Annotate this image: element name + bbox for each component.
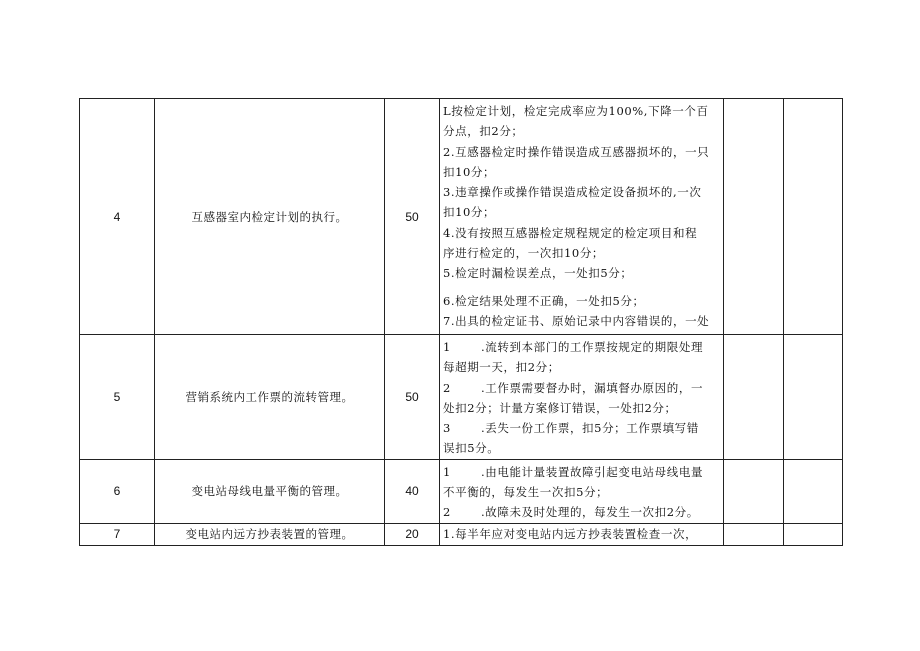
row-standard bbox=[440, 523, 724, 545]
standard-line: 6.检定结果处理不正确，一处扣5分； bbox=[443, 293, 645, 308]
standard-entry: 3 .丢失一份工作票，扣5分；工作票填写错 bbox=[443, 421, 699, 436]
extra-cell bbox=[784, 523, 843, 545]
standard-line: 2.互感器检定时操作错误造成互感器损坏的，一只 bbox=[443, 144, 710, 159]
standard-line: 扣10分； bbox=[443, 164, 496, 179]
row-score: 40 bbox=[385, 459, 440, 523]
standard-line: 5.检定时漏检误差点，一处扣5分； bbox=[443, 266, 633, 281]
row-number: 6 bbox=[80, 459, 155, 523]
extra-cell bbox=[724, 99, 784, 335]
standard-entry: 2 .工作票需要督办时，漏填督办原因的，一 bbox=[443, 380, 704, 395]
row-number: 5 bbox=[80, 335, 155, 460]
extra-cell bbox=[784, 459, 843, 523]
extra-cell bbox=[724, 523, 784, 545]
standard-line: L按检定计划，检定完成率应为100%,下降一个百 bbox=[443, 104, 709, 118]
table-row bbox=[80, 523, 843, 545]
assessment-table-wrapper bbox=[79, 98, 842, 546]
row-item: 变电站内远方抄表装置的管理。 bbox=[155, 523, 385, 545]
standard-line: 扣10分； bbox=[443, 205, 496, 220]
row-standard bbox=[440, 459, 724, 523]
table-row bbox=[80, 459, 843, 523]
standard-line: 1.每半年应对变电站内远方抄表装置检查一次， bbox=[443, 527, 698, 542]
row-item: 互感器室内检定计划的执行。 bbox=[155, 99, 385, 335]
standard-line: 分点，扣2分； bbox=[443, 124, 524, 139]
standard-entry: 1 .由电能计量装置故障引起变电站母线电量 bbox=[443, 464, 704, 479]
row-number: 7 bbox=[80, 523, 155, 545]
standard-line: 序进行检定的，一次扣10分； bbox=[443, 246, 605, 261]
standard-line: 7.出具的检定证书、原始记录中内容错误的，一处 bbox=[443, 313, 710, 328]
row-number: 4 bbox=[80, 99, 155, 335]
row-score: 50 bbox=[385, 335, 440, 460]
extra-cell bbox=[784, 99, 843, 335]
standard-line: 3.违章操作或操作错误造成检定设备损坏的,一次 bbox=[443, 185, 702, 200]
standard-entry: 误扣5分。 bbox=[443, 441, 500, 456]
table-row bbox=[80, 335, 843, 460]
standard-entry: 2 .故障未及时处理的，每发生一次扣2分。 bbox=[443, 505, 699, 520]
standard-entry: 处扣2分；计量方案修订错误，一处扣2分； bbox=[443, 400, 677, 415]
row-standard bbox=[440, 99, 724, 335]
standard-line: 4.没有按照互感器检定规程规定的检定项目和程 bbox=[443, 225, 698, 240]
row-score: 50 bbox=[385, 99, 440, 335]
standard-entry: 1 .流转到本部门的工作票按规定的期限处理 bbox=[443, 340, 704, 354]
row-score: 20 bbox=[385, 523, 440, 545]
extra-cell bbox=[724, 459, 784, 523]
extra-cell bbox=[784, 335, 843, 460]
table-row bbox=[80, 99, 843, 335]
row-item: 变电站母线电量平衡的管理。 bbox=[155, 459, 385, 523]
row-item: 营销系统内工作票的流转管理。 bbox=[155, 335, 385, 460]
standard-line bbox=[443, 331, 720, 333]
extra-cell bbox=[724, 335, 784, 460]
standard-entry: 不平衡的，每发生一次扣5分； bbox=[443, 485, 609, 500]
row-standard bbox=[440, 335, 724, 460]
assessment-table bbox=[79, 98, 843, 546]
standard-entry: 每超期一天，扣2分； bbox=[443, 360, 560, 375]
